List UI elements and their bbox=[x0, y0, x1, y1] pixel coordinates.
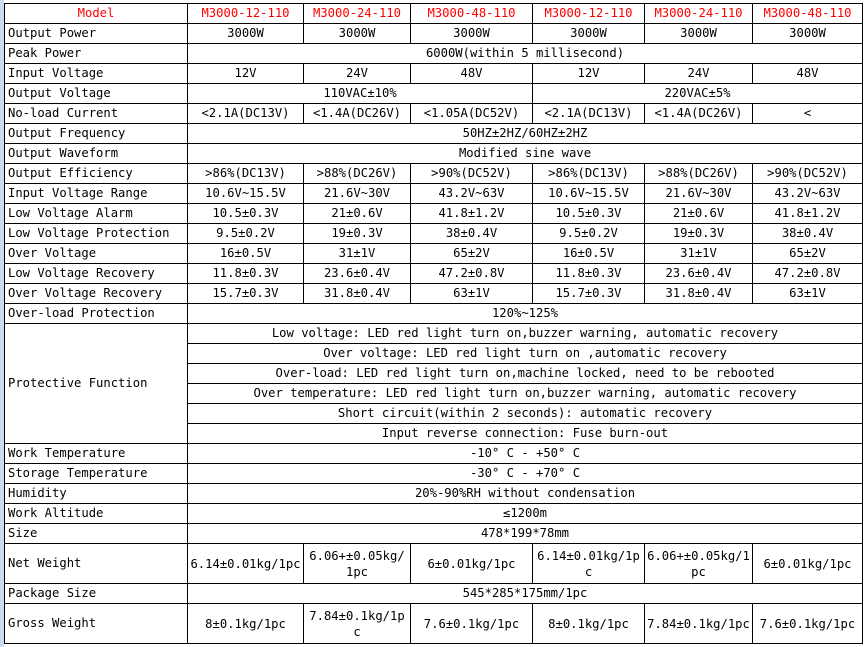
spec-value-cell[interactable]: 7.6±0.1kg/1pc bbox=[753, 604, 863, 644]
row-label-cell[interactable]: Output Efficiency bbox=[5, 164, 188, 184]
spec-value-cell[interactable]: 6.06+±0.05kg/1pc bbox=[304, 544, 411, 584]
spec-value-cell[interactable]: 10.6V~15.5V bbox=[188, 184, 304, 204]
spec-value-cell[interactable]: 21±0.6V bbox=[645, 204, 753, 224]
model-name-cell[interactable]: M3000-24-110 bbox=[304, 4, 411, 24]
spec-value-cell[interactable]: 63±1V bbox=[411, 284, 533, 304]
spec-value-cell[interactable]: 10.6V~15.5V bbox=[533, 184, 645, 204]
row-label-cell[interactable]: Output Voltage bbox=[5, 84, 188, 104]
spec-value-cell[interactable]: 21±0.6V bbox=[304, 204, 411, 224]
model-name-cell[interactable]: M3000-12-110 bbox=[188, 4, 304, 24]
row-output-frequency bbox=[5, 124, 863, 144]
spec-value-cell[interactable]: 21.6V~30V bbox=[304, 184, 411, 204]
row-input-voltage-range bbox=[5, 184, 863, 204]
protective-line-cell[interactable]: Low voltage: LED red light turn on,buzzer warning, automatic recovery bbox=[188, 324, 863, 344]
spec-value-cell[interactable]: 10.5±0.3V bbox=[188, 204, 304, 224]
spec-value-cell[interactable]: 110VAC±10% bbox=[188, 84, 533, 104]
spec-value-cell[interactable]: >90%(DC52V) bbox=[753, 164, 863, 184]
spec-value-cell[interactable]: 24V bbox=[645, 64, 753, 84]
spec-value-cell[interactable]: >88%(DC26V) bbox=[304, 164, 411, 184]
row-label-cell[interactable]: Protective Function bbox=[5, 324, 188, 444]
spec-value-cell[interactable]: 3000W bbox=[304, 24, 411, 44]
spec-value-cell[interactable]: 16±0.5V bbox=[533, 244, 645, 264]
spec-value-cell[interactable]: >86%(DC13V) bbox=[533, 164, 645, 184]
spec-value-cell[interactable]: 3000W bbox=[753, 24, 863, 44]
row-low-voltage-alarm bbox=[5, 204, 863, 224]
row-output-efficiency bbox=[5, 164, 863, 184]
spec-value-cell[interactable]: 23.6±0.4V bbox=[304, 264, 411, 284]
spec-value-cell[interactable]: 48V bbox=[411, 64, 533, 84]
spec-value-cell[interactable]: 19±0.3V bbox=[304, 224, 411, 244]
row-output-waveform bbox=[5, 144, 863, 164]
row-work-temperature bbox=[5, 444, 863, 464]
spec-value-cell[interactable]: <1.4A(DC26V) bbox=[645, 104, 753, 124]
spec-value-cell[interactable]: >88%(DC26V) bbox=[645, 164, 753, 184]
model-name-cell[interactable]: M3000-48-110 bbox=[411, 4, 533, 24]
protective-line-cell[interactable]: Over-load: LED red light turn on,machine locked, need to be rebooted bbox=[188, 364, 863, 384]
row-label-cell[interactable]: Package Size bbox=[5, 584, 188, 604]
spec-value-cell[interactable]: 31±1V bbox=[304, 244, 411, 264]
spec-value-cell[interactable]: 7.84±0.1kg/1pc bbox=[645, 604, 753, 644]
row-size bbox=[5, 524, 863, 544]
spec-value-cell[interactable]: 15.7±0.3V bbox=[533, 284, 645, 304]
row-over-voltage-recovery bbox=[5, 284, 863, 304]
spec-value-cell[interactable]: 220VAC±5% bbox=[533, 84, 863, 104]
spec-value-cell[interactable]: < bbox=[753, 104, 863, 124]
spec-value-cell[interactable]: 43.2V~63V bbox=[753, 184, 863, 204]
row-label-cell[interactable]: Output Power bbox=[5, 24, 188, 44]
spec-value-cell[interactable]: 9.5±0.2V bbox=[188, 224, 304, 244]
spec-value-cell[interactable]: 43.2V~63V bbox=[411, 184, 533, 204]
spec-value-cell[interactable]: 11.8±0.3V bbox=[188, 264, 304, 284]
row-label-cell[interactable]: Over Voltage Recovery bbox=[5, 284, 188, 304]
row-label-cell[interactable]: Storage Temperature bbox=[5, 464, 188, 484]
row-net-weight bbox=[5, 544, 863, 584]
row-label-cell[interactable]: Work Temperature bbox=[5, 444, 188, 464]
row-label-cell[interactable]: Input Voltage bbox=[5, 64, 188, 84]
row-label-cell[interactable]: Low Voltage Alarm bbox=[5, 204, 188, 224]
row-label-cell[interactable]: Size bbox=[5, 524, 188, 544]
spec-value-cell[interactable]: -10° C - +50° C bbox=[188, 444, 863, 464]
row-gross-weight bbox=[5, 604, 863, 644]
header-row bbox=[5, 4, 863, 24]
row-label-cell[interactable]: Low Voltage Protection bbox=[5, 224, 188, 244]
spec-value-cell[interactable]: <1.4A(DC26V) bbox=[304, 104, 411, 124]
spec-value-cell[interactable]: 3000W bbox=[645, 24, 753, 44]
row-label-cell[interactable]: Humidity bbox=[5, 484, 188, 504]
row-over-load-protection bbox=[5, 304, 863, 324]
row-output-power bbox=[5, 24, 863, 44]
model-name-cell[interactable]: M3000-24-110 bbox=[645, 4, 753, 24]
spec-value-cell[interactable]: 6±0.01kg/1pc bbox=[753, 544, 863, 584]
row-input-voltage bbox=[5, 64, 863, 84]
row-package-size bbox=[5, 584, 863, 604]
row-over-voltage bbox=[5, 244, 863, 264]
spec-table bbox=[4, 3, 863, 644]
protective-line-cell[interactable]: Input reverse connection: Fuse burn-out bbox=[188, 424, 863, 444]
spec-value-cell[interactable]: 6.14±0.01kg/1pc bbox=[188, 544, 304, 584]
spec-value-cell[interactable]: 41.8±1.2V bbox=[411, 204, 533, 224]
spec-value-cell[interactable]: 3000W bbox=[411, 24, 533, 44]
spec-table-body bbox=[5, 4, 863, 644]
row-label-cell[interactable]: Input Voltage Range bbox=[5, 184, 188, 204]
spec-value-cell[interactable]: 12V bbox=[188, 64, 304, 84]
row-label-cell[interactable]: Peak Power bbox=[5, 44, 188, 64]
spec-value-cell[interactable]: 63±1V bbox=[753, 284, 863, 304]
spec-value-cell[interactable]: 21.6V~30V bbox=[645, 184, 753, 204]
spec-value-cell[interactable]: 31±1V bbox=[645, 244, 753, 264]
spec-value-cell[interactable]: 7.6±0.1kg/1pc bbox=[411, 604, 533, 644]
row-label-cell[interactable]: Net Weight bbox=[5, 544, 188, 584]
row-no-load-current bbox=[5, 104, 863, 124]
spec-value-cell[interactable]: 6000W(within 5 millisecond) bbox=[188, 44, 863, 64]
row-label-cell[interactable]: Low Voltage Recovery bbox=[5, 264, 188, 284]
row-label-cell[interactable]: Over-load Protection bbox=[5, 304, 188, 324]
spec-value-cell[interactable]: >90%(DC52V) bbox=[411, 164, 533, 184]
spec-value-cell[interactable]: >86%(DC13V) bbox=[188, 164, 304, 184]
spec-value-cell[interactable]: 3000W bbox=[533, 24, 645, 44]
row-peak-power bbox=[5, 44, 863, 64]
spec-value-cell[interactable]: 120%~125% bbox=[188, 304, 863, 324]
spec-value-cell[interactable]: 48V bbox=[753, 64, 863, 84]
spec-value-cell[interactable]: 19±0.3V bbox=[645, 224, 753, 244]
spec-value-cell[interactable]: 6±0.01kg/1pc bbox=[411, 544, 533, 584]
protective-line-cell[interactable]: Short circuit(within 2 seconds): automatic recovery bbox=[188, 404, 863, 424]
spec-value-cell[interactable]: 31.8±0.4V bbox=[304, 284, 411, 304]
spec-value-cell[interactable]: 12V bbox=[533, 64, 645, 84]
spec-value-cell[interactable]: 47.2±0.8V bbox=[411, 264, 533, 284]
spec-value-cell[interactable]: 6.06+±0.05kg/1pc bbox=[645, 544, 753, 584]
row-humidity bbox=[5, 484, 863, 504]
spec-value-cell[interactable]: 7.84±0.1kg/1pc bbox=[304, 604, 411, 644]
row-work-altitude bbox=[5, 504, 863, 524]
protective-line-cell[interactable]: Over voltage: LED red light turn on ,automatic recovery bbox=[188, 344, 863, 364]
row-low-voltage-protection bbox=[5, 224, 863, 244]
spec-value-cell[interactable]: -30° C - +70° C bbox=[188, 464, 863, 484]
spec-value-cell[interactable]: 41.8±1.2V bbox=[753, 204, 863, 224]
spec-value-cell[interactable]: <2.1A(DC13V) bbox=[188, 104, 304, 124]
spec-value-cell[interactable]: 65±2V bbox=[753, 244, 863, 264]
row-label-cell[interactable]: No-load Current bbox=[5, 104, 188, 124]
row-protective-function-1 bbox=[5, 324, 863, 344]
spec-value-cell[interactable]: <1.05A(DC52V) bbox=[411, 104, 533, 124]
row-storage-temperature bbox=[5, 464, 863, 484]
spec-value-cell[interactable]: 24V bbox=[304, 64, 411, 84]
row-low-voltage-recovery bbox=[5, 264, 863, 284]
spec-value-cell[interactable]: 15.7±0.3V bbox=[188, 284, 304, 304]
row-label-cell[interactable]: Over Voltage bbox=[5, 244, 188, 264]
protective-line-cell[interactable]: Over temperature: LED red light turn on,buzzer warning, automatic recovery bbox=[188, 384, 863, 404]
spec-value-cell[interactable]: 6.14±0.01kg/1pc bbox=[533, 544, 645, 584]
row-label-cell[interactable]: Gross Weight bbox=[5, 604, 188, 644]
spec-value-cell[interactable]: 10.5±0.3V bbox=[533, 204, 645, 224]
spec-value-cell[interactable]: 38±0.4V bbox=[753, 224, 863, 244]
spec-value-cell[interactable]: 47.2±0.8V bbox=[753, 264, 863, 284]
spec-value-cell[interactable]: 65±2V bbox=[411, 244, 533, 264]
model-header-cell[interactable]: Model bbox=[5, 4, 188, 24]
spec-value-cell[interactable]: 50HZ±2HZ/60HZ±2HZ bbox=[188, 124, 863, 144]
row-label-cell[interactable]: Work Altitude bbox=[5, 504, 188, 524]
row-label-cell[interactable]: Output Waveform bbox=[5, 144, 188, 164]
spec-value-cell[interactable]: 31.8±0.4V bbox=[645, 284, 753, 304]
model-name-cell[interactable]: M3000-48-110 bbox=[753, 4, 863, 24]
spec-value-cell[interactable]: 38±0.4V bbox=[411, 224, 533, 244]
spec-value-cell[interactable]: 11.8±0.3V bbox=[533, 264, 645, 284]
row-output-voltage bbox=[5, 84, 863, 104]
spec-value-cell[interactable]: 9.5±0.2V bbox=[533, 224, 645, 244]
spec-value-cell[interactable]: 20%-90%RH without condensation bbox=[188, 484, 863, 504]
spec-value-cell[interactable]: Modified sine wave bbox=[188, 144, 863, 164]
model-name-cell[interactable]: M3000-12-110 bbox=[533, 4, 645, 24]
row-label-cell[interactable]: Output Frequency bbox=[5, 124, 188, 144]
spec-value-cell[interactable]: 23.6±0.4V bbox=[645, 264, 753, 284]
spec-value-cell[interactable]: <2.1A(DC13V) bbox=[533, 104, 645, 124]
spec-value-cell[interactable]: 3000W bbox=[188, 24, 304, 44]
spec-value-cell[interactable]: ≤1200m bbox=[188, 504, 863, 524]
spec-value-cell[interactable]: 8±0.1kg/1pc bbox=[533, 604, 645, 644]
spec-value-cell[interactable]: 16±0.5V bbox=[188, 244, 304, 264]
spec-value-cell[interactable]: 478*199*78mm bbox=[188, 524, 863, 544]
spec-value-cell[interactable]: 8±0.1kg/1pc bbox=[188, 604, 304, 644]
spec-value-cell[interactable]: 545*285*175mm/1pc bbox=[188, 584, 863, 604]
